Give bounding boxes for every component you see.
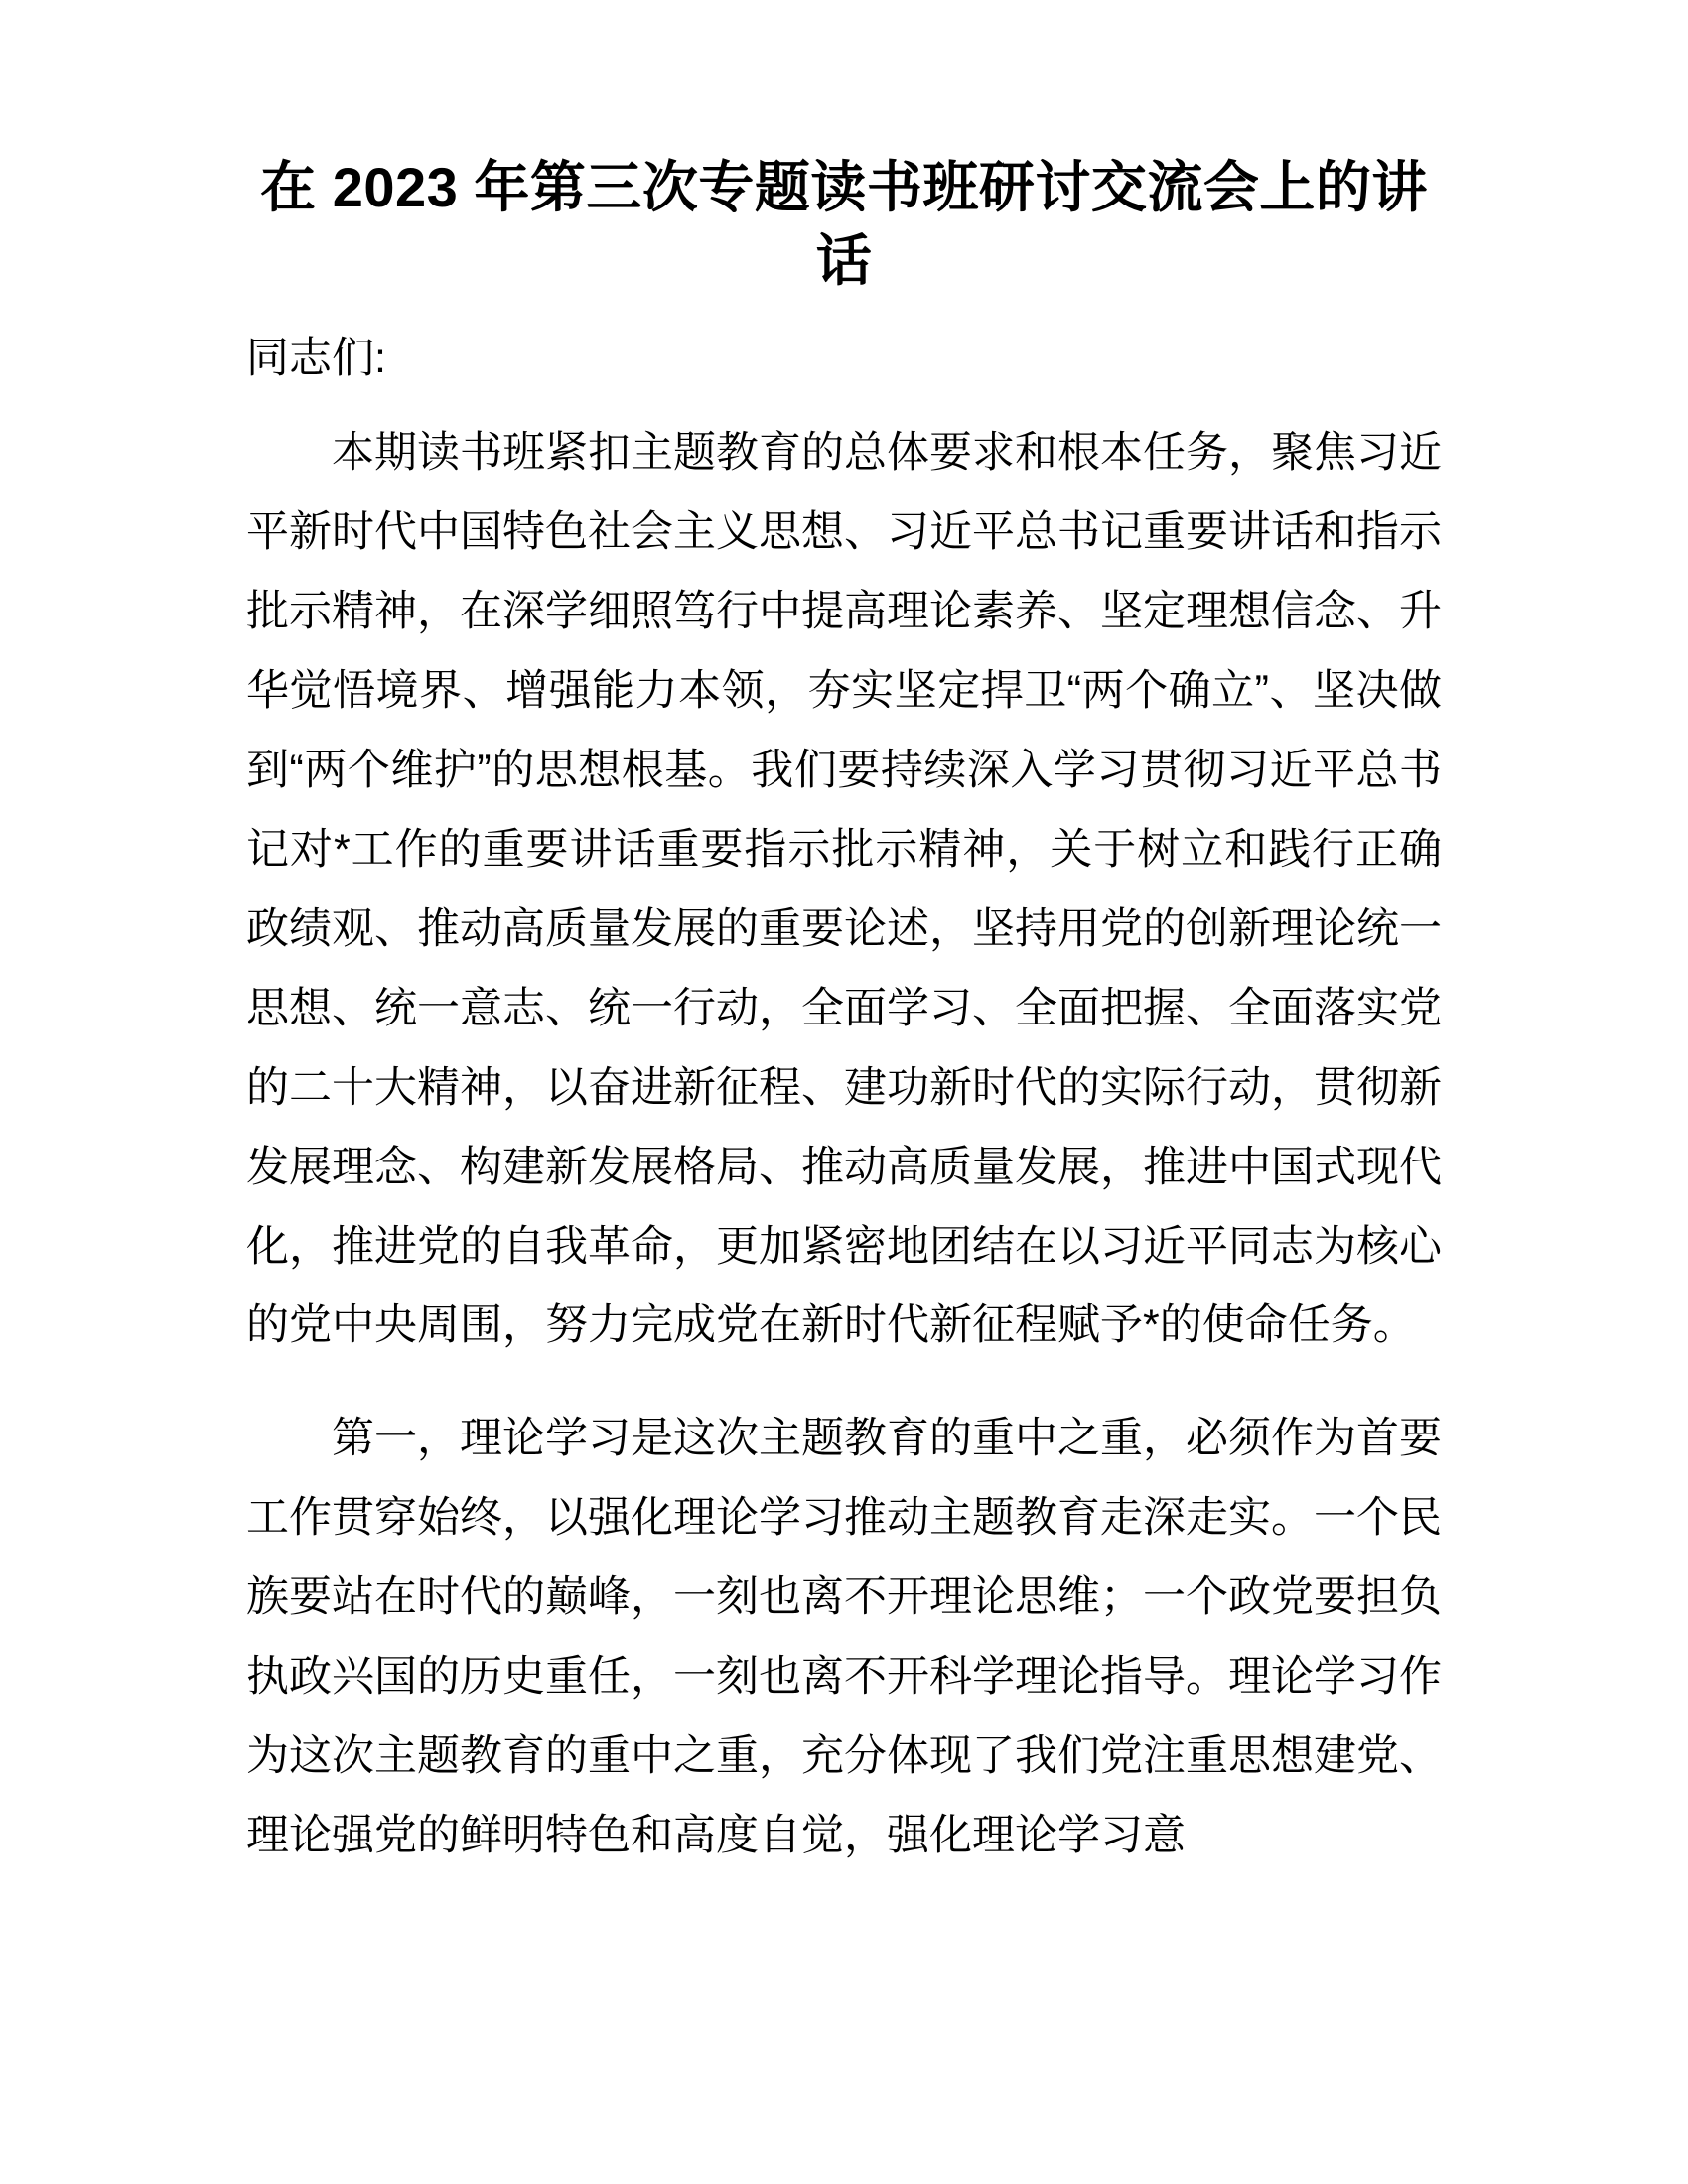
body-paragraph-1: 本期读书班紧扣主题教育的总体要求和根本任务，聚焦习近平新时代中国特色社会主义思想、习近平总书记重要讲话和指示批示精神，在深学细照笃行中提高理论素养、坚定理想信念、升华觉悟境界、增强能力本领，夯实坚定捍卫“两个确立”、坚决做到“两个维护”的思想根基。我们要持续深入学习贯彻习近平总书记对*工作的重要讲话重要指示批示精神，关于树立和践行正确政绩观、推动高质量发展的重要论述，坚持用党的创新理论统一思想、统一意志、统一行动，全面学习、全面把握、全面落实党的二十大精神，以奋进新征程、建功新时代的实际行动，贯彻新发展理念、构建新发展格局、推动高质量发展，推进中国式现代化，推进党的自我革命，更加紧密地团结在以习近平同志为核心的党中央周围，努力完成党在新时代新征程赋予*的使命任务。 bbox=[246, 428, 1442, 1350]
page-title: 在 2023 年第三次专题读书班研讨交流会上的讲话 bbox=[260, 156, 1428, 292]
body-paragraph-2: 第一，理论学习是这次主题教育的重中之重，必须作为首要工作贯穿始终，以强化理论学习推动主题教育走深走实。一个民族要站在时代的巅峰，一刻也离不开理论思维；一个政党要担负执政兴国的历史重任，一刻也离不开科学理论指导。理论学习作为这次主题教育的重中之重，充分体现了我们党注重思想建党、理论强党的鲜明特色和高度自觉，强化理论学习意 bbox=[246, 1415, 1442, 1860]
salutation-line: 同志们: bbox=[246, 334, 386, 382]
page-content-area bbox=[246, 0, 1442, 1876]
